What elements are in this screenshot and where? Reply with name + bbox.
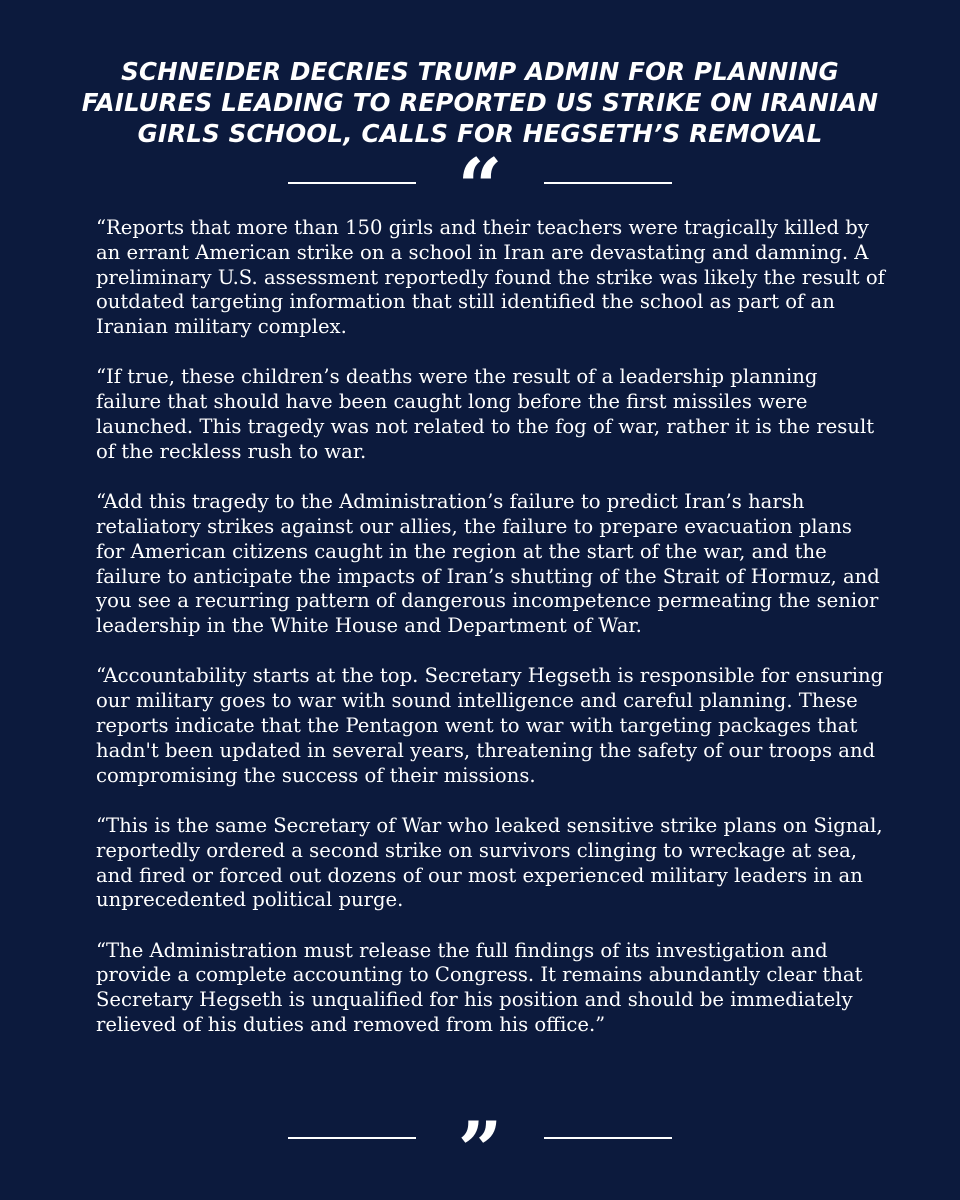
divider-line-right <box>544 1137 672 1139</box>
divider-line-left <box>288 1137 416 1139</box>
divider-line-left <box>288 182 416 184</box>
statement-paragraph: “If true, these children’s deaths were the result of a leadership planning failure that should have been caught long before the first missiles were launched. This tragedy was not related to the fog of war, rather it is the result of the reckless rush to war. <box>96 365 875 463</box>
open-quote-icon: “ <box>457 142 503 233</box>
statement-paragraph: “Reports that more than 150 girls and their teachers were tragically killed by an errant American strike on a school in Iran are devastating and damning. A preliminary U.S. assessment reportedly found the strike was likely the result of outdated targeting information that still identified the school as part of an Iranian military complex. <box>96 216 885 339</box>
divider-line-right <box>544 182 672 184</box>
open-quote-divider <box>0 142 960 233</box>
statement-paragraph: “Add this tragedy to the Administration’s failure to predict Iran’s harsh retaliatory strikes against our allies, the failure to prepare evacuation plans for American citizens caught in the region at the start of the war, and the failure to anticipate the impacts of Iran’s shutting of the Strait of Hormuz, and you see a recurring pattern of dangerous incompetence permeating the senior leadership in the White House and Department of War. <box>96 490 880 638</box>
statement-paragraph: “This is the same Secretary of War who leaked sensitive strike plans on Signal, reportedly ordered a second strike on survivors clinging to wreckage at sea, and fired or forced out dozens of our most experienced military leaders in an unprecedented political purge. <box>96 813 883 912</box>
statement-body <box>96 216 886 1063</box>
statement-paragraph: “Accountability starts at the top. Secretary Hegseth is responsible for ensuring our military goes to war with sound intelligence and careful planning. These reports indicate that the Pentagon went to war with targeting packages that hadn't been updated in several years, threatening the safety of our troops and compromising the success of their missions. <box>96 664 884 787</box>
close-quote-icon: ” <box>457 1105 503 1196</box>
statement-paragraph: “The Administration must release the full findings of its investigation and provide a complete accounting to Congress. It remains abundantly clear that Secretary Hegseth is unqualified for his position and should be immediately relieved of his duties and removed from his office.” <box>96 938 863 1037</box>
close-quote-divider <box>0 1105 960 1196</box>
headline: SCHNEIDER DECRIES TRUMP ADMIN FOR PLANNING FAILURES LEADING TO REPORTED US STRIKE ON IRANIAN GIRLS SCHOOL, CALLS FOR HEGSETH’S REMOVAL <box>81 57 879 148</box>
